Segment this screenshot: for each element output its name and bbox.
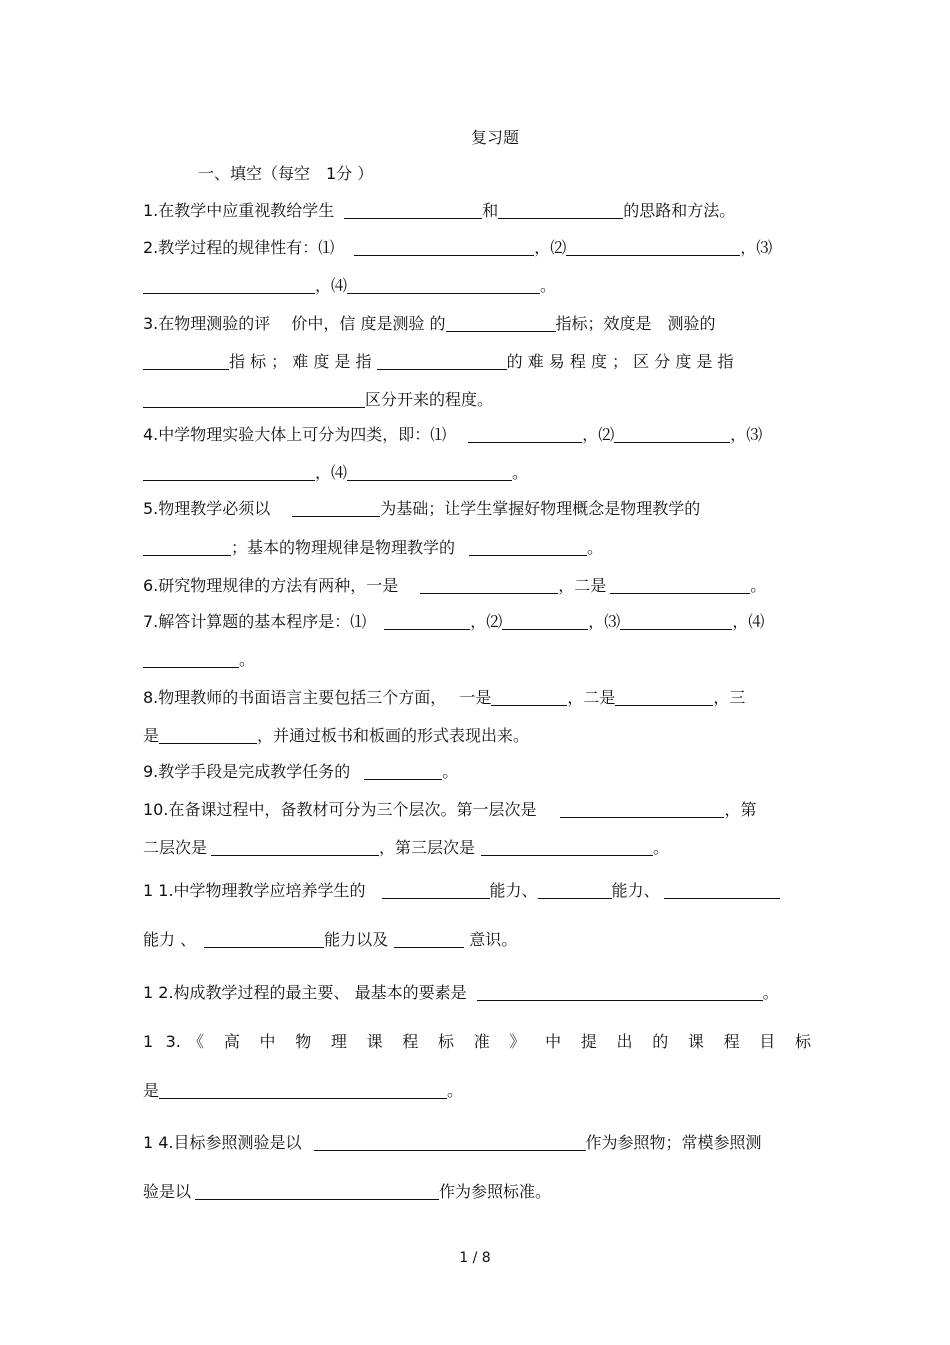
blank[interactable] [610,576,750,594]
question-11-cont: 能力 、 能力以及 意识。 [143,930,518,949]
question-3-cont2: 区分开来的程度。 [143,389,811,411]
question-13-cont: 是 。 [143,1081,464,1100]
question-13: 1 3.《 高 中 物 理 课 程 标 准 》 中 提 出 的 课 程 目 标 [143,1032,811,1051]
blank[interactable] [615,688,713,706]
page-number: 1 / 8 [459,1250,491,1266]
question-4-cont: ，⑷ 。 [143,462,811,484]
blank[interactable] [292,499,380,517]
question-8-cont: 是 ，并通过板书和板画的形式表现出来。 [143,726,530,745]
blank[interactable] [614,425,730,443]
question-12: 1 2.构成教学过程的最主要、 最基本的要素是 。 [143,983,779,1002]
blank[interactable] [481,838,653,856]
blank[interactable] [477,983,763,1001]
question-10: 10.在备课过程中，备教材可分为三个层次。第一层次是 ，第 [143,800,757,819]
blank[interactable] [143,390,365,408]
question-8: 8.物理教师的书面语言主要包括三个方面， 一是 ，二是 ，三 [143,688,746,707]
blank[interactable] [344,201,482,219]
blank[interactable] [377,352,507,370]
blank[interactable] [143,650,239,668]
question-3-cont: 指 标 ； 难 度 是 指 的 难 易 程 度 ； 区 分 度 是 指 [143,351,811,373]
blank[interactable] [364,762,442,780]
blank[interactable] [620,612,732,630]
question-11: 1 1.中学物理教学应培养学生的 能力、 能力、 [143,880,811,902]
blank[interactable] [664,881,780,899]
blank[interactable] [159,726,257,744]
blank[interactable] [143,463,315,481]
question-7: 7.解答计算题的基本程序是：⑴ ，⑵ ，⑶ ，⑷ [143,612,765,631]
blank[interactable] [394,930,464,948]
question-2-cont: ，⑷ 。 [143,275,811,297]
question-9: 9.教学手段是完成教学任务的 。 [143,762,459,781]
blank[interactable] [347,463,512,481]
blank[interactable] [159,1081,447,1099]
blank[interactable] [420,576,558,594]
blank[interactable] [347,276,540,294]
blank[interactable] [211,838,379,856]
blank[interactable] [502,612,588,630]
question-7-cont: 。 [143,649,811,671]
blank[interactable] [354,238,534,256]
question-4: 4.中学物理实验大体上可分为四类，即：⑴ ，⑵ ，⑶ [143,425,763,444]
blank[interactable] [382,881,490,899]
question-3: 3.在物理测验的评 价中，信 度是测验 的 指标；效度是 测验的 [143,314,716,333]
blank[interactable] [446,314,556,332]
blank[interactable] [498,201,623,219]
question-10-cont: 二层次是 ，第三层次是 。 [143,838,670,857]
question-6: 6.研究物理规律的方法有两种，一是 ，二是 。 [143,576,767,595]
question-5-cont: ；基本的物理规律是物理教学的 。 [143,537,811,559]
blank[interactable] [195,1182,439,1200]
blank[interactable] [143,276,315,294]
blank[interactable] [469,538,587,556]
blank[interactable] [143,538,231,556]
blank[interactable] [491,688,567,706]
question-5: 5.物理教学必须以 为基础；让学生掌握好物理概念是物理教学的 [143,499,701,518]
section-heading: 一、填空（每空 1分 ） [198,164,374,183]
blank[interactable] [314,1133,586,1151]
question-14: 1 4.目标参照测验是以 作为参照物；常模参照测 [143,1133,762,1152]
blank[interactable] [538,881,612,899]
blank[interactable] [560,800,724,818]
blank[interactable] [468,425,582,443]
question-14-cont: 验是以 作为参照标准。 [143,1182,552,1201]
blank[interactable] [566,238,740,256]
question-2: 2.教学过程的规律性有：⑴ ，⑵ ，⑶ [143,238,773,257]
blank[interactable] [384,612,470,630]
blank[interactable] [204,930,324,948]
page-title: 复习题 [470,128,519,147]
question-1: 1.在教学中应重视教给学生 和 的思路和方法。 [143,201,736,220]
blank[interactable] [143,352,229,370]
